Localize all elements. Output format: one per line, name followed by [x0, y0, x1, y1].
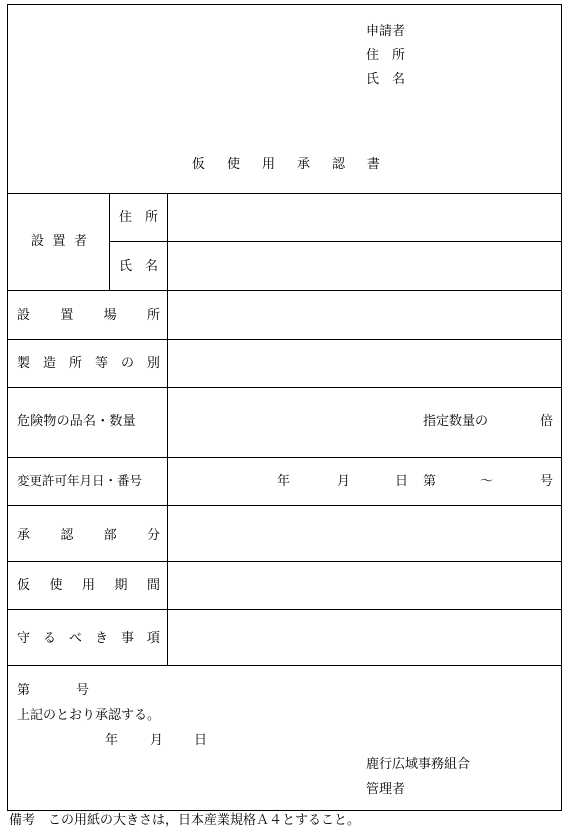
label-char: べ [68, 631, 82, 646]
hazmat-ratio-prefix: 指定数量の [423, 414, 489, 429]
divider [7, 339, 562, 340]
approval-text: 上記のとおり承認する。 [17, 708, 161, 723]
permit-year: 年 [277, 474, 291, 489]
approval-number-suffix: 号 [76, 683, 90, 698]
approval-month: 月 [150, 733, 164, 748]
label-char: 場 [103, 308, 117, 323]
hazmat-ratio-suffix: 倍 [540, 414, 554, 429]
label-char: 用 [81, 578, 95, 593]
installer-char: 者 [73, 234, 87, 249]
permit-label: 変更許可年月日・番号 [17, 473, 143, 488]
title-char: 承 [296, 157, 310, 172]
label-char: 製 [17, 356, 31, 371]
label-char: 仮 [17, 578, 31, 593]
title-char: 認 [331, 157, 345, 172]
title-char: 使 [226, 157, 240, 172]
applicant-address-label: 住 所 [366, 48, 406, 63]
divider [7, 609, 562, 610]
label-char: 認 [60, 528, 74, 543]
note: 備考 この用紙の大きさは，日本産業規格Ａ４とすること。 [9, 813, 361, 828]
approval-year: 年 [105, 733, 119, 748]
title-char: 書 [366, 157, 380, 172]
label-char: 所 [68, 356, 82, 371]
title-char: 用 [261, 157, 275, 172]
permit-month: 月 [337, 474, 351, 489]
label-char: 分 [146, 528, 160, 543]
applicant-label: 申請者 [366, 24, 406, 39]
approval-day: 日 [194, 733, 208, 748]
label-char: 別 [146, 356, 160, 371]
requirements-label [17, 632, 160, 645]
divider [7, 665, 562, 666]
label-char: き [94, 631, 108, 646]
installer-char: 設 [31, 234, 45, 249]
installer-char: 置 [52, 234, 66, 249]
permit-day: 日 [395, 474, 409, 489]
label-char: 承 [17, 528, 31, 543]
label-char: る [42, 631, 56, 646]
divider [7, 457, 562, 458]
installer-address-label: 住 所 [119, 210, 159, 225]
label-char: 期 [114, 578, 128, 593]
approval-number-prefix: 第 [17, 683, 31, 698]
label-char: 置 [60, 308, 74, 323]
divider [7, 387, 562, 388]
union-name: 鹿行広域事務組合 [366, 757, 471, 772]
label-char: の [120, 356, 134, 371]
installer-name-label: 氏 名 [119, 259, 159, 274]
temp-use-period-label [17, 579, 160, 592]
label-char: 間 [146, 578, 160, 593]
applicant-name-label: 氏 名 [366, 72, 406, 87]
installation-place-label [17, 309, 160, 322]
label-char: 造 [42, 356, 56, 371]
divider [7, 193, 562, 194]
column-divider [167, 193, 168, 665]
permit-tilde: ～ [480, 474, 494, 489]
installer-label [31, 235, 87, 248]
permit-number-prefix: 第 [423, 474, 437, 489]
permit-number-suffix: 号 [540, 474, 554, 489]
column-divider [109, 193, 110, 290]
label-char: 使 [49, 578, 63, 593]
label-char: 所 [146, 308, 160, 323]
label-char: 等 [94, 356, 108, 371]
form-frame [7, 4, 562, 811]
facility-type-label [17, 357, 160, 370]
label-char: 守 [17, 631, 31, 646]
manager-label: 管理者 [366, 782, 406, 797]
divider [7, 290, 562, 291]
divider [109, 241, 562, 242]
approved-part-label [17, 529, 160, 542]
label-char: 部 [103, 528, 117, 543]
hazmat-label: 危険物の品名・数量 [17, 414, 136, 429]
label-char: 設 [17, 308, 31, 323]
divider [7, 505, 562, 506]
document-title [192, 158, 380, 171]
divider [7, 561, 562, 562]
label-char: 項 [146, 631, 160, 646]
title-char: 仮 [192, 157, 206, 172]
label-char: 事 [120, 631, 134, 646]
